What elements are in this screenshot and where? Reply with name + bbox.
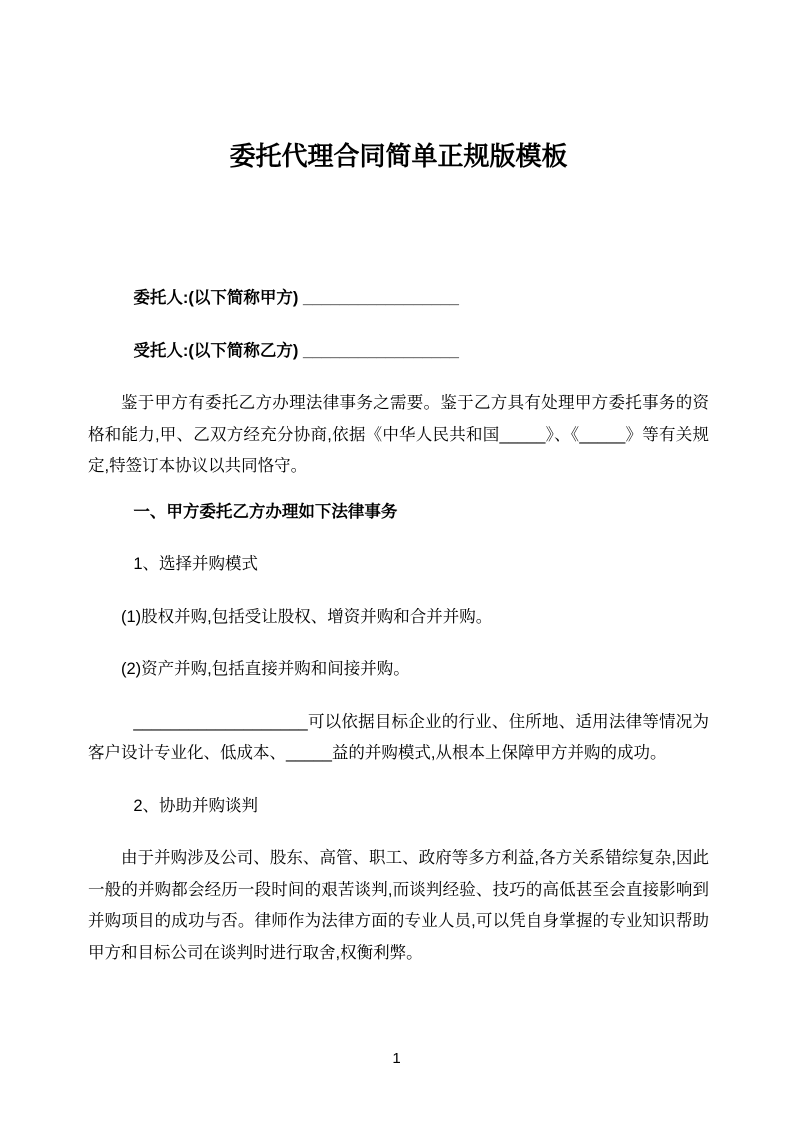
- clause-1-2: (2)资产并购,包括直接并购和间接并购。: [121, 660, 410, 678]
- party-label: 受托人:(以下简称乙方): [133, 342, 299, 360]
- item-2-heading: 2、协助并购谈判: [133, 796, 259, 815]
- fill-in-blank: _________________: [302, 289, 459, 307]
- page-number: 1: [392, 1050, 401, 1067]
- merger-mode-paragraph: ___________________可以依据目标企业的行业、住所地、适用法律等情况为客户设计专业化、低成本、_____益的并购模式,从根本上保障甲方并购的成功。: [88, 712, 709, 762]
- fill-in-blank: _________________: [302, 342, 459, 360]
- item-1-heading: 1、选择并购模式: [133, 555, 259, 573]
- clause-1-1: (1)股权并购,包括受让股权、增资并购和合并并购。: [121, 607, 493, 626]
- party-line-trustee: [88, 335, 709, 367]
- document-title: 委托代理合同简单正规版模板: [229, 141, 568, 171]
- recitals-paragraph: 鉴于甲方有委托乙方办理法律事务之需要。鉴于乙方具有处理甲方委托事务的资格和能力,甲、乙双方经充分协商,依据《中华人民共和国_____》、《_____》等有关规定,特签订本协议以共同恪守。: [88, 394, 709, 475]
- negotiation-paragraph: 由于并购涉及公司、股东、高管、职工、政府等多方利益,各方关系错综复杂,因此一般的并购都会经历一段时间的艰苦谈判,而谈判经验、技巧的高低甚至会直接影响到并购项目的成功与否。律师作为法律方面的专业人员,可以凭自身掌握的专业知识帮助甲方和目标公司在谈判时进行取舍,权衡利弊。: [88, 849, 709, 962]
- party-line-client: [88, 282, 709, 314]
- party-label: 委托人:(以下简称甲方): [133, 289, 299, 307]
- section-1-heading: 一、甲方委托乙方办理如下法律事务: [133, 502, 398, 521]
